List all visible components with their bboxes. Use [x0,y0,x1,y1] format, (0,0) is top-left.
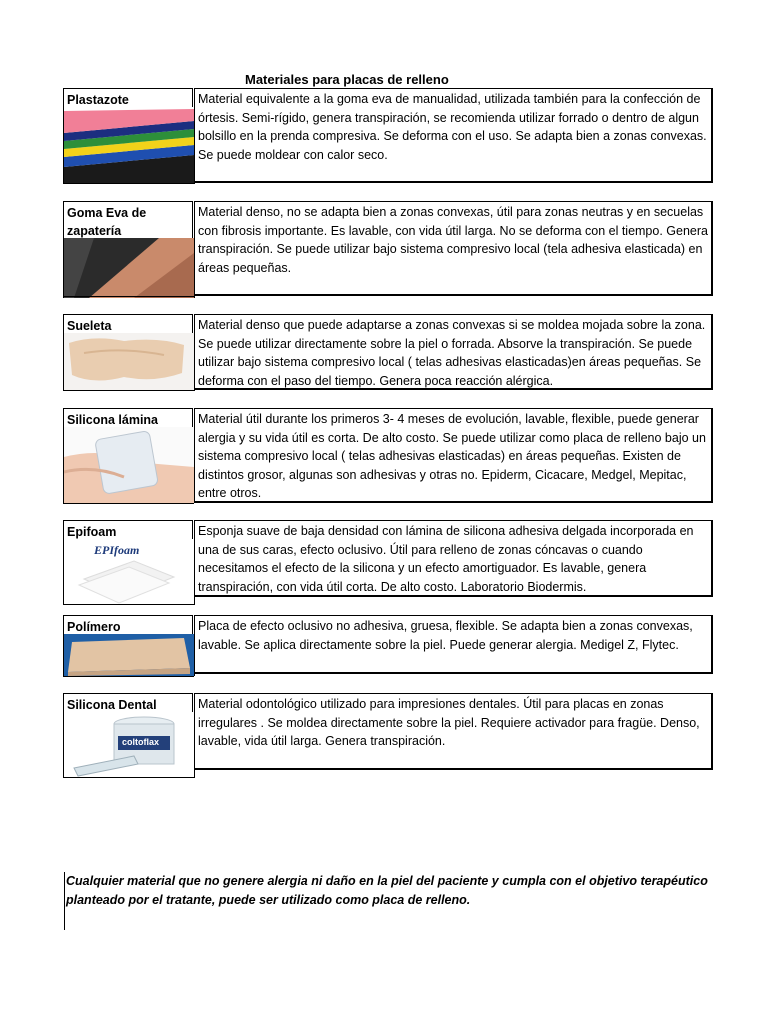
material-name-goma-eva: Goma Eva de zapatería [63,201,193,239]
material-name-silicona-lamina: Silicona lámina [63,408,193,428]
footer-left-border [64,872,65,930]
material-description-sueleta: Material denso que puede adaptarse a zonas convexas si se moldea mojada sobre la zona. Se puede utilizar directamente sobre la piel o forrada. Absorve la transpiración. Se puede utilizar bajo sistema compresivo local ( telas adhesivas elasticadas)en áreas pequeñas. Se deforma con el paso del tiempo. Genera poca reacción alérgica. [194,314,713,390]
page-title: Materiales para placas de relleno [245,72,449,87]
leather-sheet-image [63,333,195,391]
material-name-polimero: Polímero [63,615,193,635]
epifoam-logo: EPIfoam [94,543,140,557]
material-description-plastazote: Material equivalente a la goma eva de manualidad, utilizada también para la confección de órtesis. Semi-rígido, genera transpiración, se recomienda utilizar forrado o dentro de algun bolsillo en la prenda compresiva. Se deforma con el uso. Se adapta bien a zonas convexas. Se puede moldear con calor seco. [194,88,713,183]
material-description-silicona-dental: Material odontológico utilizado para impresiones dentales. Útil para placas en zonas irregulares . Se moldea directamente sobre la piel. Requiere activador para fragüe. Denso, lavable, vida útil larga. Genera transpiración. [194,693,713,770]
dental-silicone-jar-image [63,712,195,778]
material-description-epifoam: Esponja suave de baja densidad con lámina de silicona adhesiva delgada incorporada en una de sus caras, efecto oclusivo. Útil para relleno de zonas cóncavas o cuando necesitamos el efecto de la silicona y un efecto amortiguador. Es lavable, genera transpiración, con vida útil corta. De alto costo. Laboratorio Biodermis. [194,520,713,597]
coltoflax-logo: coltoflax [122,737,160,747]
material-name-silicona-dental: Silicona Dental [63,693,193,713]
material-name-epifoam: Epifoam [63,520,193,540]
polymer-gel-sheet-image [63,634,195,676]
material-name-sueleta: Sueleta [63,314,193,334]
footer-note: Cualquier material que no genere alergia ni daño en la piel del paciente y cumpla con el objetivo terapéutico planteado por el tratante, puede ser utilizado como placa de relleno. [66,874,708,907]
foam-sheets-image [63,107,195,184]
material-description-polimero: Placa de efecto oclusivo no adhesiva, gruesa, flexible. Se adapta bien a zonas convexas, lavable. Se aplica directamente sobre la piel. Puede generar alergia. Medigel Z, Flytec. [194,615,713,674]
material-description-goma-eva: Material denso, no se adapta bien a zonas convexas, útil para zonas neutras y en secuelas con fibrosis importante. Es lavable, con vida útil larga. No se deforma con el tiempo. Genera transpiración. Se puede utilizar bajo sistema compresivo local (tela adhesiva elasticada) en áreas pequeñas. [194,201,713,296]
material-name-plastazote: Plastazote [63,88,193,108]
material-description-silicona-lamina: Material útil durante los primeros 3- 4 meses de evolución, lavable, flexible, puede generar alergia y su vida útil es corta. De alto costo. Se puede utilizar como placa de relleno bajo un sistema compresivo local ( telas adhesivas elasticadas) en áreas pequeñas. Existen de distintos grosor, algunas son adhesivas y otras no. Epiderm, Cicacare, Medgel, Mepitac, entre otros. [194,408,713,503]
silicone-sheet-in-hand-image [63,427,195,503]
epifoam-logo-image [63,539,195,605]
shoe-rubber-sheets-image [63,238,195,298]
